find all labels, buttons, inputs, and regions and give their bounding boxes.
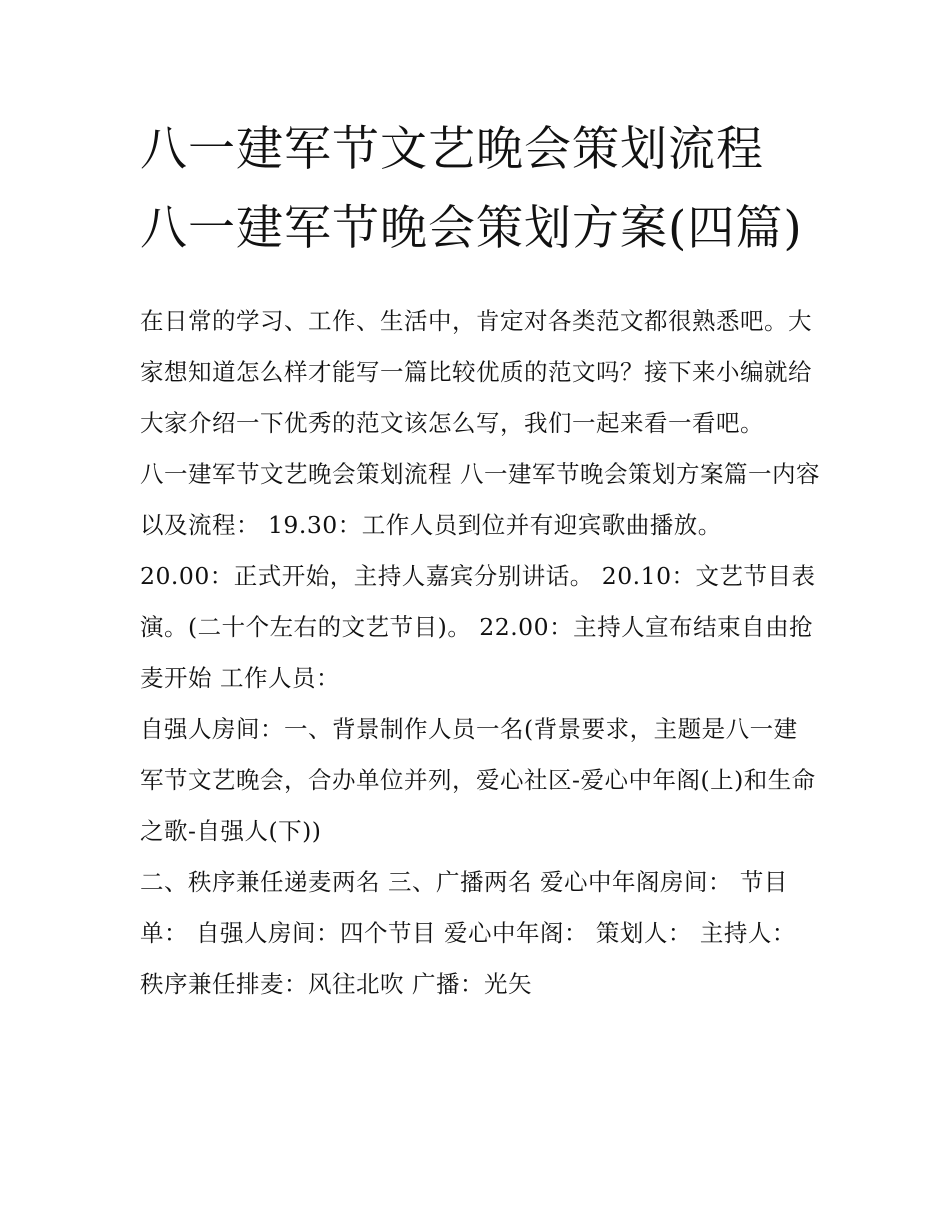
document-body xyxy=(140,296,820,1010)
document-title: 八一建军节文艺晚会策划流程 八一建军节晚会策划方案(四篇) xyxy=(140,122,803,256)
program-paragraph: 二、秩序兼任递麦两名 三、广播两名 爱心中年阁房间： 节目单： 自强人房间：四个节目 爱心中年阁： 策划人： 主持人： 秩序兼任排麦：风往北吹 广播：光矢 xyxy=(140,868,796,998)
schedule-paragraph: 八一建军节文艺晚会策划流程 八一建军节晚会策划方案篇一内容以及流程： 19.30：工作人员到位并有迎宾歌曲播放。 20.00：正式开始，主持人嘉宾分别讲话。 20.10：文艺节目表演。(二十个左右的文艺节目)。 22.00：主持人宣布结束自由抢麦开始 工作人员： xyxy=(140,460,820,692)
intro-paragraph: 在日常的学习、工作、生活中，肯定对各类范文都很熟悉吧。大家想知道怎么样才能写一篇比较优质的范文吗？接下来小编就给大家介绍一下优秀的范文该怎么写，我们一起来看一看吧。 xyxy=(140,307,812,437)
document-page xyxy=(140,110,820,1010)
staff-paragraph: 自强人房间：一、背景制作人员一名(背景要求，主题是八一建军节文艺晚会，合办单位并列，爱心社区-爱心中年阁(上)和生命之歌-自强人(下)) xyxy=(140,715,816,845)
